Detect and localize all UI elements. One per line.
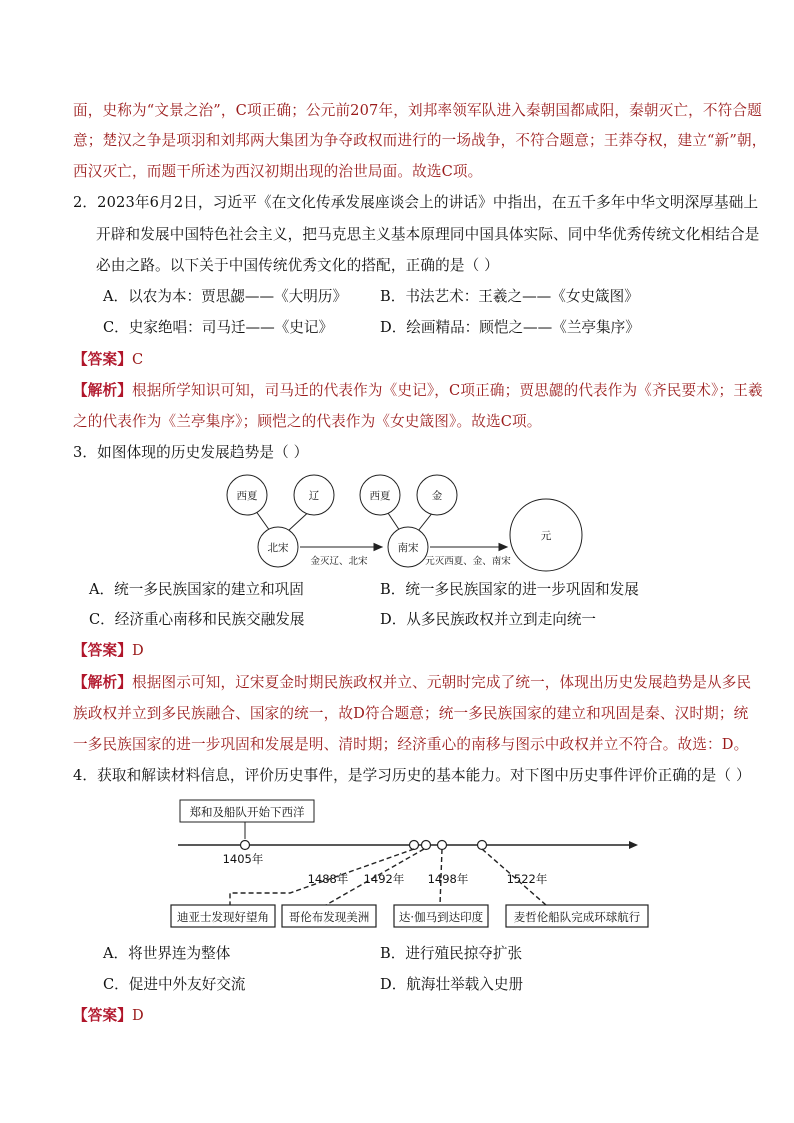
- q2-option-a: A．以农为本：贾思勰——《大明历》: [103, 288, 348, 305]
- point-1522: [478, 841, 487, 850]
- q2-analysis-line-1: [73, 381, 763, 401]
- box-zhenghe-label: 郑和及船队开始下西洋: [189, 805, 305, 819]
- q3-analysis-line-2: 族政权并立到多民族融合、国家的统一，故D符合题意；统一多民族国家的建立和巩固是秦、汉时期；统: [73, 705, 749, 722]
- q4-option-c: C．促进中外友好交流: [103, 976, 246, 993]
- timeline-arrow: [629, 841, 638, 849]
- answer-value: D: [131, 1007, 144, 1024]
- box-gama-label: 达·伽马到达印度: [398, 910, 484, 924]
- q2-stem-line-3: 必由之路。以下关于中国传统优秀文化的搭配，正确的是（ ）: [96, 257, 499, 274]
- q3-analysis-line-3: 一多民族国家的进一步巩固和发展是明、清时期；经济重心的南移与图示中政权并立不符合。故选：D。: [73, 736, 749, 753]
- label-beisong: 北宋: [267, 542, 289, 554]
- dynasty-diagram: [210, 465, 590, 577]
- q3-option-a: A．统一多民族国家的建立和巩固: [89, 581, 304, 598]
- label-arrow-2: 元灭西夏、金、南宋: [425, 556, 511, 567]
- year-1405: 1405年: [222, 852, 264, 866]
- label-jin: 金: [431, 490, 443, 502]
- navigation-timeline: [170, 795, 650, 930]
- q2-stem-line-2: 开辟和发展中国特色社会主义，把马克思主义基本原理同中国具体实际、同中华优秀传统文化相结合是: [96, 226, 760, 243]
- year-1522: 1522年: [506, 872, 548, 886]
- answer-value: D: [131, 642, 144, 659]
- q3-analysis-line-1: [73, 673, 751, 693]
- q2-stem-line-1: 2．2023年6月2日，习近平《在文化传承发展座谈会上的讲话》中指出，在五千多年中华文明深厚基础上: [73, 194, 759, 211]
- q4-option-a: A．将世界连为整体: [103, 945, 231, 962]
- prev-analysis-line-2: 意；楚汉之争是项羽和刘邦两大集团为争夺政权而进行的一场战争，不符合题意；王莽夺权，建立“新”朝，: [73, 132, 767, 149]
- q3-option-c: C．经济重心南移和民族交融发展: [89, 611, 305, 628]
- year-1488: 1488年: [307, 872, 349, 886]
- answer-tag: 【答案】: [73, 351, 132, 368]
- box-dias-label: 迪亚士发现好望角: [177, 910, 269, 924]
- analysis-text: 根据所学知识可知，司马迁的代表作为《史记》，C项正确；贾思勰的代表作为《齐民要术》；王羲: [131, 382, 763, 399]
- answer-tag: 【答案】: [73, 642, 132, 659]
- arrow-2-head: [499, 544, 507, 551]
- q3-option-b: B．统一多民族国家的进一步巩固和发展: [380, 581, 639, 598]
- point-1405: [241, 841, 250, 850]
- point-1488: [410, 841, 419, 850]
- year-1498: 1498年: [427, 872, 469, 886]
- answer-tag: 【答案】: [73, 1007, 132, 1024]
- analysis-tag: 【解析】: [73, 674, 132, 691]
- label-xixia-2: 西夏: [369, 490, 391, 502]
- q3-option-d: D．从多民族政权并立到走向统一: [380, 611, 597, 628]
- point-1498: [438, 841, 447, 850]
- prev-analysis-line-3: 西汉灭亡，而题干所述为西汉初期出现的治世局面。故选C项。: [73, 163, 483, 180]
- label-xixia-1: 西夏: [236, 490, 258, 502]
- q4-stem: 4．获取和解读材料信息，评价历史事件，是学习历史的基本能力。对下图中历史事件评价正确的是（ ）: [73, 767, 751, 784]
- analysis-text: 根据图示可知，辽宋夏金时期民族政权并立、元朝时完成了统一，体现出历史发展趋势是从多民: [131, 674, 752, 691]
- q2-option-d: D．绘画精品：顾恺之——《兰亭集序》: [380, 319, 640, 336]
- box-columbus-label: 哥伦布发现美洲: [288, 910, 370, 924]
- label-nansong: 南宋: [397, 542, 419, 554]
- arrow-1-head: [374, 544, 382, 551]
- q2-analysis-line-2: 之的代表作为《兰亭集序》；顾恺之的代表作为《女史箴图》。故选C项。: [73, 413, 542, 430]
- analysis-tag: 【解析】: [73, 382, 132, 399]
- answer-value: C: [131, 351, 144, 368]
- dash-1498: [440, 849, 442, 905]
- q2-option-b: B．书法艺术：王羲之——《女史箴图》: [380, 288, 639, 305]
- box-magellan-label: 麦哲伦船队完成环球航行: [513, 910, 641, 924]
- q2-option-c: C．史家绝唱：司马迁——《史记》: [103, 319, 334, 336]
- point-1492: [422, 841, 431, 850]
- q4-option-d: D．航海壮举载入史册: [380, 976, 524, 993]
- q2-answer: [73, 350, 143, 370]
- q3-answer: [73, 641, 144, 661]
- year-1492: 1492年: [363, 872, 405, 886]
- prev-analysis-line-1: 面，史称为“文景之治”，C项正确；公元前207年，刘邦率领军队进入秦朝国都咸阳，秦朝灭亡，不符合题: [73, 102, 762, 119]
- q3-stem: 3．如图体现的历史发展趋势是（ ）: [73, 444, 309, 461]
- label-liao: 辽: [308, 490, 320, 502]
- label-yuan: 元: [540, 530, 552, 542]
- q4-answer: [73, 1006, 144, 1026]
- q4-option-b: B．进行殖民掠夺扩张: [380, 945, 523, 962]
- label-arrow-1: 金灭辽、北宋: [310, 556, 368, 567]
